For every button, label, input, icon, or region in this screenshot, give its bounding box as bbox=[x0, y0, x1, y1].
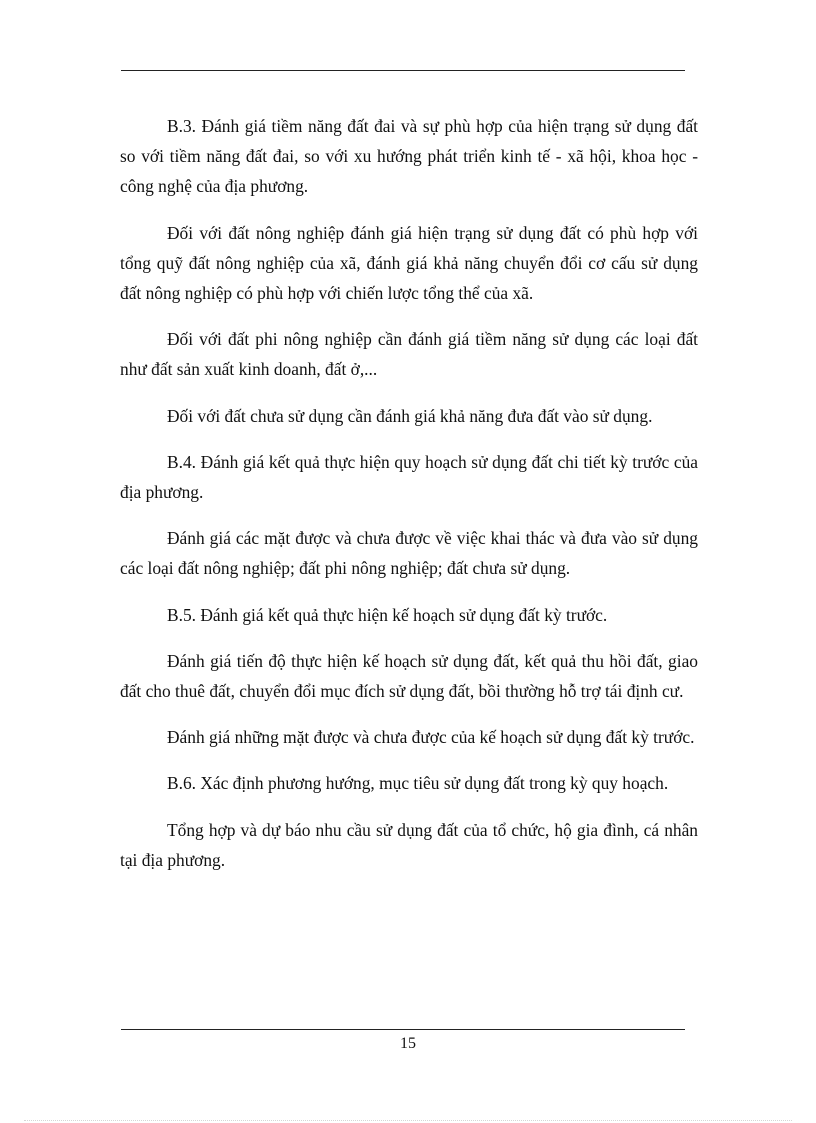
paragraph: Đánh giá tiến độ thực hiện kế hoạch sử dụng đất, kết quả thu hồi đất, giao đất cho thuê đất, chuyển đổi mục đích sử dụng đất, bồi thường hỗ trợ tái định cư. bbox=[120, 650, 698, 702]
footer-rule bbox=[121, 1029, 685, 1030]
paragraph: Đối với đất phi nông nghiệp cần đánh giá tiềm năng sử dụng các loại đất như đất sản xuất kinh doanh, đất ở,... bbox=[120, 329, 698, 380]
body-text bbox=[120, 111, 698, 891]
page-number: 15 bbox=[400, 1035, 416, 1052]
paragraph: Đối với đất nông nghiệp đánh giá hiện trạng sử dụng đất có phù hợp với tổng quỹ đất nông nghiệp của xã, đánh giá khả năng chuyển đổi cơ cấu sử dụng đất nông nghiệp có phù hợp với chiến lược tổng thể của xã. bbox=[120, 222, 698, 304]
paragraph: B.3. Đánh giá tiềm năng đất đai và sự phù hợp của hiện trạng sử dụng đất so với tiềm năng đất đai, so với xu hướng phát triển kinh tế - xã hội, khoa học - công nghệ của địa phương. bbox=[120, 116, 698, 197]
paragraph: B.4. Đánh giá kết quả thực hiện quy hoạch sử dụng đất chi tiết kỳ trước của địa phương. bbox=[120, 451, 698, 503]
paragraph: Đánh giá các mặt được và chưa được về việc khai thác và đưa vào sử dụng các loại đất nông nghiệp; đất phi nông nghiệp; đất chưa sử dụng. bbox=[120, 528, 698, 579]
page-edge bbox=[24, 1120, 792, 1121]
paragraph: Tổng hợp và dự báo nhu cầu sử dụng đất của tổ chức, hộ gia đình, cá nhân tại địa phương. bbox=[120, 819, 698, 870]
header-rule bbox=[121, 70, 685, 71]
paragraph: B.6. Xác định phương hướng, mục tiêu sử dụng đất trong kỳ quy hoạch. bbox=[167, 773, 669, 794]
paragraph: Đối với đất chưa sử dụng cần đánh giá khả năng đưa đất vào sử dụng. bbox=[167, 405, 653, 426]
paragraph: B.5. Đánh giá kết quả thực hiện kế hoạch sử dụng đất kỳ trước. bbox=[167, 604, 608, 625]
paragraph: Đánh giá những mặt được và chưa được của kế hoạch sử dụng đất kỳ trước. bbox=[167, 727, 695, 748]
